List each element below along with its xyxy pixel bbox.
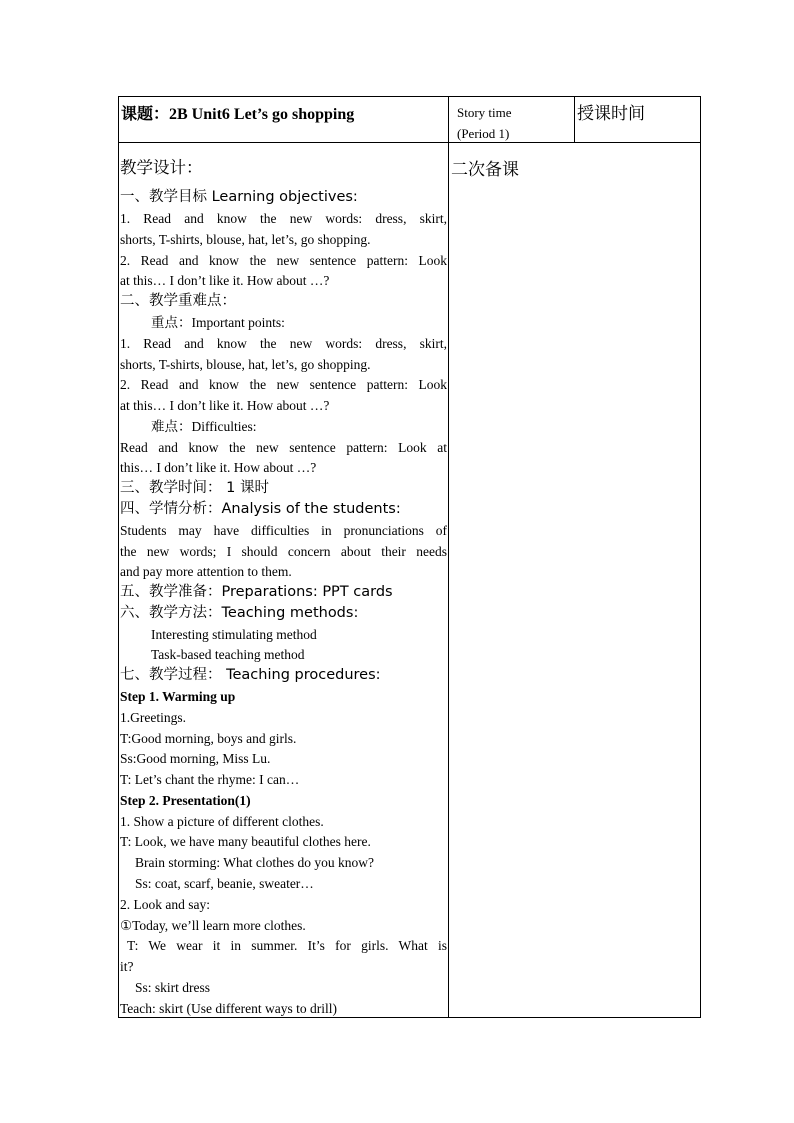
methods-heading: 六、教学方法：Teaching methods: bbox=[120, 605, 359, 621]
important-points-label: 重点：Important points: bbox=[151, 315, 285, 330]
objective-line: at this… I don’t like it. How about …? bbox=[120, 273, 330, 288]
secondary-prep-cell bbox=[448, 142, 701, 1018]
procedure-line: T: We wear it in summer. It’s for girls. What is bbox=[127, 938, 447, 953]
procedures-heading: 七、教学过程： Teaching procedures: bbox=[120, 667, 381, 683]
lesson-title: 课题：2B Unit6 Let’s go shopping bbox=[121, 106, 355, 123]
key-point-line: 2. Read and know the new sentence pattern: Look bbox=[120, 377, 447, 392]
procedure-line: 1. Show a picture of different clothes. bbox=[120, 814, 324, 829]
analysis-line: and pay more attention to them. bbox=[120, 564, 292, 579]
key-point-line: 1. Read and know the new words: dress, skirt, bbox=[120, 336, 447, 351]
procedure-line: ①Today, we’ll learn more clothes. bbox=[120, 918, 306, 933]
step1-heading: Step 1. Warming up bbox=[120, 689, 236, 704]
objectives-heading: 一、教学目标 Learning objectives: bbox=[120, 189, 358, 205]
title-cell bbox=[118, 96, 449, 143]
teaching-design-heading: 教学设计： bbox=[120, 158, 203, 177]
period-label bbox=[457, 102, 512, 144]
key-point-line: shorts, T-shirts, blouse, hat, let’s, go shopping. bbox=[120, 357, 371, 372]
analysis-heading: 四、学情分析：Analysis of the students: bbox=[120, 501, 401, 517]
preparations-line: 五、教学准备：Preparations: PPT cards bbox=[120, 584, 393, 600]
procedure-line: T:Good morning, boys and girls. bbox=[120, 731, 297, 746]
period-number-text: (Period 1) bbox=[457, 126, 510, 141]
analysis-line: Students may have difficulties in pronunciations of bbox=[120, 523, 447, 538]
analysis-line: the new words; I should concern about their needs bbox=[120, 544, 447, 559]
procedure-line: Ss: coat, scarf, beanie, sweater… bbox=[135, 876, 314, 891]
teaching-time-line: 三、教学时间： 1 课时 bbox=[120, 480, 269, 496]
period-cell bbox=[448, 96, 575, 143]
teaching-design-cell bbox=[118, 142, 449, 1018]
procedure-line: 2. Look and say: bbox=[120, 897, 210, 912]
procedure-line: T: Look, we have many beautiful clothes here. bbox=[120, 834, 371, 849]
story-time-text: Story time bbox=[457, 105, 512, 120]
step2-heading: Step 2. Presentation(1) bbox=[120, 793, 251, 808]
procedure-line: Ss:Good morning, Miss Lu. bbox=[120, 751, 271, 766]
key-point-line: at this… I don’t like it. How about …? bbox=[120, 398, 330, 413]
difficulty-line: Read and know the new sentence pattern: Look at bbox=[120, 440, 447, 455]
procedure-line: T: Let’s chant the rhyme: I can… bbox=[120, 772, 300, 787]
secondary-prep-label: 二次备课 bbox=[451, 160, 519, 180]
difficulty-line: this… I don’t like it. How about …? bbox=[120, 460, 317, 475]
difficulties-label: 难点：Difficulties: bbox=[151, 419, 257, 434]
class-time-cell bbox=[574, 96, 701, 143]
procedure-line: Ss: skirt dress bbox=[135, 980, 211, 995]
method-line: Task-based teaching method bbox=[151, 647, 305, 662]
objective-line: shorts, T-shirts, blouse, hat, let’s, go shopping. bbox=[120, 232, 371, 247]
class-time-label: 授课时间 bbox=[577, 104, 645, 124]
procedure-line: 1.Greetings. bbox=[120, 710, 186, 725]
procedure-line: Teach: skirt (Use different ways to drill) bbox=[120, 1001, 337, 1016]
key-points-heading: 二、教学重难点： bbox=[120, 293, 236, 309]
method-line: Interesting stimulating method bbox=[151, 627, 317, 642]
procedure-line: it? bbox=[120, 959, 134, 974]
procedure-line: Brain storming: What clothes do you know? bbox=[135, 855, 374, 870]
objective-line: 1. Read and know the new words: dress, skirt, bbox=[120, 211, 447, 226]
objective-line: 2. Read and know the new sentence pattern: Look bbox=[120, 253, 447, 268]
